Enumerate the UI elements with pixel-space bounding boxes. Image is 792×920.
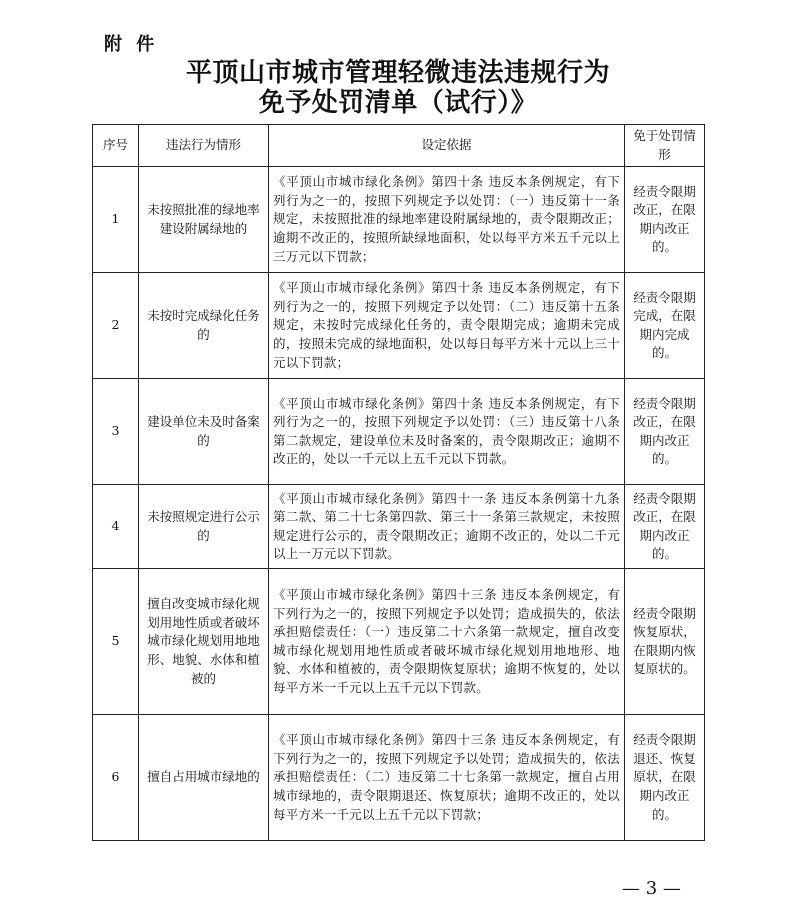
violation-description: 未按照批准的绿地率建设附属绿地的 (139, 167, 269, 273)
exemption-condition: 经责令限期改正，在限期内改正的。 (625, 379, 705, 485)
exemption-condition: 经责令限期完成，在限期内完成的。 (625, 273, 705, 379)
table-row (93, 485, 705, 569)
table-header-row (93, 125, 705, 167)
row-number: 4 (93, 485, 139, 569)
row-number: 2 (93, 273, 139, 379)
table-row (93, 715, 705, 841)
table-row (93, 167, 705, 273)
violation-description: 未按照规定进行公示的 (139, 485, 269, 569)
exemption-condition: 经责令限期恢复原状，在限期内恢复原状的。 (625, 569, 705, 715)
legal-basis: 《平顶山市城市绿化条例》第四十三条 违反本条例规定，有下列行为之一的，按照下列规定予以处罚；造成损失的，依法承担赔偿责任：（一）违反第二十六条第一款规定，擅自改变城市绿化规划用地性质或者破坏城市绿化规划用地地形、地貌、水体和植被的，责令限期恢复原状；逾期不恢复的，处以每平方米一千元以上五千元以下罚款。 (269, 569, 625, 715)
table-row (93, 379, 705, 485)
column-header-exemption: 免于处罚情形 (625, 125, 705, 167)
column-header-violation: 违法行为情形 (139, 125, 269, 167)
column-header-number: 序号 (93, 125, 139, 167)
legal-basis: 《平顶山市城市绿化条例》第四十条 违反本条例规定，有下列行为之一的，按照下列规定予以处罚：（三）违反第十八条第二款规定，建设单位未及时备案的，责令限期改正；逾期不改正的，处以一千元以上五千元以下罚款。 (269, 379, 625, 485)
row-number: 1 (93, 167, 139, 273)
row-number: 6 (93, 715, 139, 841)
legal-basis: 《平顶山市城市绿化条例》第四十一条 违反本条例第十九条第二款、第二十七条第四款、第三十一条第三款规定，未按照规定进行公示的，责令限期改正；逾期不改正的，处以二千元以上一万元以下罚款。 (269, 485, 625, 569)
row-number: 3 (93, 379, 139, 485)
exemption-condition: 经责令限期改正，在限期内改正的。 (625, 485, 705, 569)
violation-description: 建设单位未及时备案的 (139, 379, 269, 485)
exemption-condition: 经责令限期退还、恢复原状，在限期内改正的。 (625, 715, 705, 841)
legal-basis: 《平顶山市城市绿化条例》第四十条 违反本条例规定，有下列行为之一的，按照下列规定予以处罚：（一）违反第十一条规定，未按照批准的绿地率建设附属绿地的，责令限期改正；逾期不改正的，按照所缺绿地面积，处以每平方米五千元以上三万元以下罚款； (269, 167, 625, 273)
legal-basis: 《平顶山市城市绿化条例》第四十条 违反本条例规定，有下列行为之一的，按照下列规定予以处罚：（二）违反第十五条规定，未按时完成绿化任务的，责令限期完成；逾期未完成的，按照未完成的绿地面积，处以每日每平方米十元以上三十元以下罚款； (269, 273, 625, 379)
document-title-line-2: 免予处罚清单（试行）》 (258, 88, 538, 118)
violation-description: 擅自占用城市绿地的 (139, 715, 269, 841)
violation-description: 未按时完成绿化任务的 (139, 273, 269, 379)
column-header-legal-basis: 设定依据 (269, 125, 625, 167)
document-title-line-1: 平顶山市城市管理轻微违法违规行为 (185, 58, 610, 88)
table-row (93, 273, 705, 379)
table-row (93, 569, 705, 715)
row-number: 5 (93, 569, 139, 715)
attachment-label: 附 件 (104, 34, 159, 55)
page-number: — 3 — (622, 878, 681, 899)
exemption-condition: 经责令限期改正，在限期内改正的。 (625, 167, 705, 273)
exemption-list-table (92, 124, 705, 841)
legal-basis: 《平顶山市城市绿化条例》第四十三条 违反本条例规定，有下列行为之一的，按照下列规定予以处罚；造成损失的，依法承担赔偿责任：（二）违反第二十七条第一款规定，擅自占用城市绿地的，责令限期退还、恢复原状；逾期不改正的，处以每平方米一千元以上五千元以下罚款； (269, 715, 625, 841)
violation-description: 擅自改变城市绿化规划用地性质或者破坏城市绿化规划用地地形、地貌、水体和植被的 (139, 569, 269, 715)
